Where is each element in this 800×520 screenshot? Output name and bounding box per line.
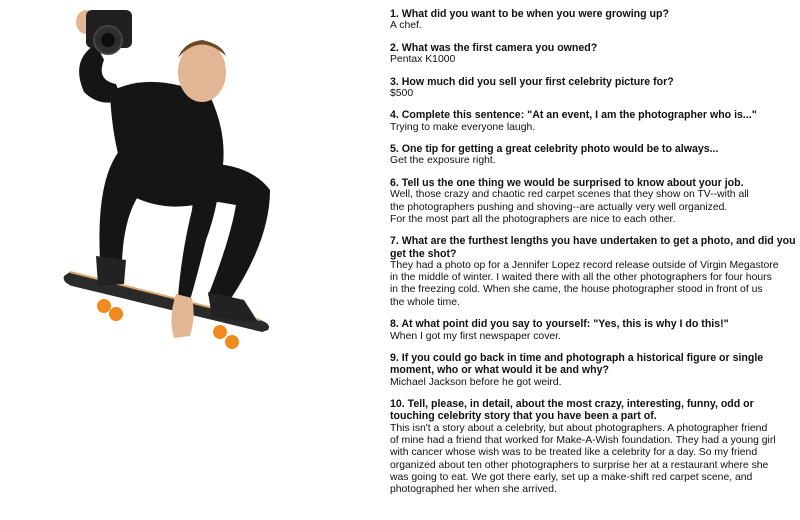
interview-qa [390,8,798,506]
question-3: 3. How much did you sell your first celebrity picture for? [390,75,674,88]
question-9: 9. If you could go back in time and photograph a historical figure or single moment, who or what would it be and why? [390,352,764,377]
question-6: 6. Tell us the one thing we would be surprised to know about your job. [390,176,744,189]
question-1: 1. What did you want to be when you were growing up? [390,8,669,20]
answer-1: A chef. [390,20,422,32]
qa-item-1 [390,8,798,33]
answer-10: This isn't a story about a celebrity, but about photographers. A photographer friend of mine had a friend that worked for Make-A-Wish foundation. They had a young girl with cancer whose wish was to be treated like a celebrity for a day. So my friend organized about ten other photographers to surprise her at a restaurant where she was going to eat. We got there early, set up a make-shift red carpet scene, and photographed her when she arrived. [390,422,776,496]
qa-item-7 [390,235,798,309]
answer-2: Pentax K1000 [390,54,456,66]
qa-item-2 [390,42,798,67]
answer-8: When I got my first newspaper cover. [390,330,561,342]
answer-6: Well, those crazy and chaotic red carpet scenes that they show on TV--with all the photographers pushing and shoving--are actually very well organized. For the most part all the photographers are nice to each other. [390,189,749,225]
question-2: 2. What was the first camera you owned? [390,41,598,54]
camera-icon [86,10,132,54]
photographer-photo [0,0,300,360]
qa-item-8 [390,318,798,343]
answer-5: Get the exposure right. [390,155,496,167]
qa-item-5 [390,143,798,168]
question-4: 4. Complete this sentence: "At an event, I am the photographer who is..." [390,109,757,122]
question-5: 5. One tip for getting a great celebrity photo would be to always... [390,143,719,156]
qa-item-3 [390,76,798,101]
answer-3: $500 [390,87,414,99]
qa-item-9 [390,352,798,389]
question-7: 7. What are the furthest lengths you have undertaken to get a photo, and did you get the shot? [390,235,796,260]
answer-4: Trying to make everyone laugh. [390,121,536,133]
answer-9: Michael Jackson before he got weird. [390,376,562,388]
answer-7: They had a photo op for a Jennifer Lopez record release outside of Virgin Megastore in the middle of winter. I waited there with all the other photographers for four hours in the freezing cold. When she came, the house photographer stood in front of us the whole time. [390,259,779,308]
qa-item-4 [390,109,798,134]
qa-item-6 [390,177,798,226]
question-10: 10. Tell, please, in detail, about the most crazy, interesting, funny, odd or touching celebrity story that you have been a part of. [390,398,754,423]
question-8: 8. At what point did you say to yourself: "Yes, this is why I do this!" [390,318,729,331]
qa-item-10 [390,398,798,496]
